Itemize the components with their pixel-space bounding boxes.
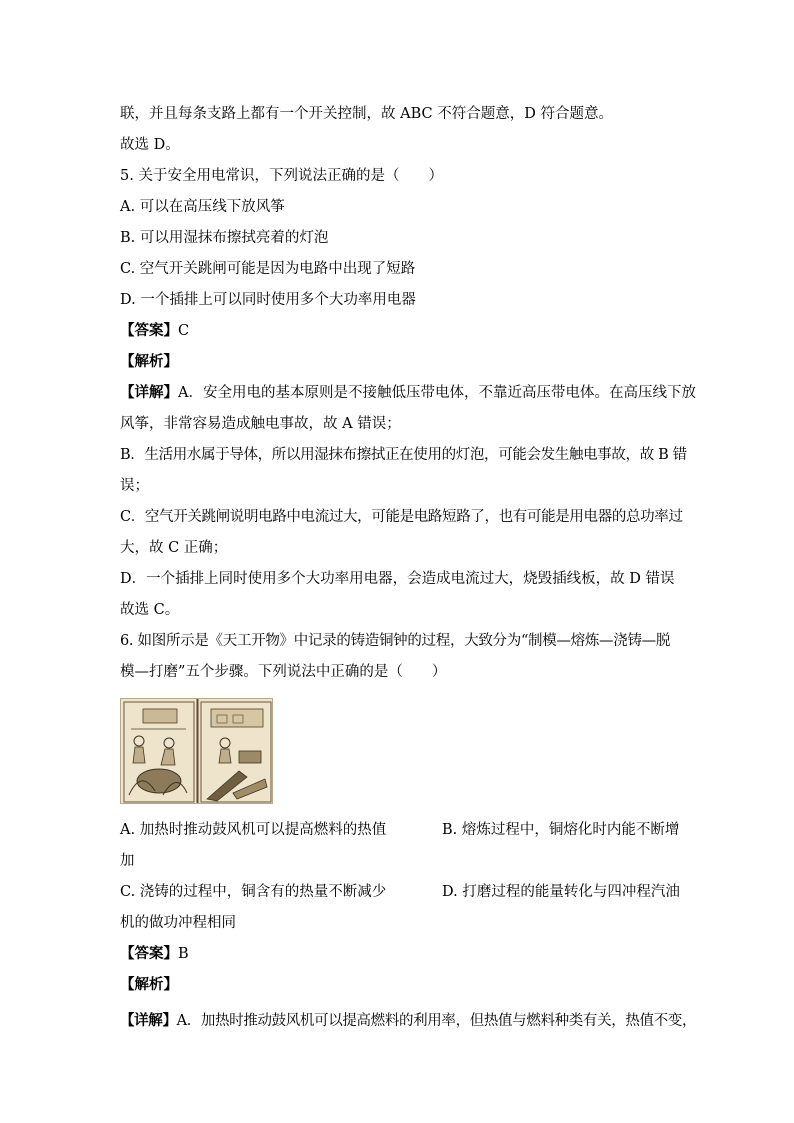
detail-label: 【详解】 bbox=[120, 384, 178, 401]
detail-label: 【详解】 bbox=[120, 1012, 177, 1029]
prev-analysis-line: 联，并且每条支路上都有一个开关控制，故 ABC 不符合题意，D 符合题意。 bbox=[120, 106, 613, 122]
woodblock-print-image bbox=[121, 699, 273, 804]
question-6-option-b-wrap: 加 bbox=[120, 853, 135, 869]
question-5-detail-line: C．空气开关跳闸说明电路中电流过大，可能是电路短路了，也有可能是用电器的总功率过 bbox=[120, 509, 683, 525]
question-6-analysis-label: 【解析】 bbox=[120, 976, 178, 993]
question-5-option-d: D. 一个插排上可以同时使用多个大功率用电器 bbox=[120, 292, 416, 308]
question-5-answer bbox=[120, 321, 189, 341]
question-5-option-b: B. 可以用湿抹布擦拭亮着的灯泡 bbox=[120, 230, 329, 246]
question-5-detail-line bbox=[120, 383, 696, 403]
question-6-option-d: D. 打磨过程的能量转化与四冲程汽油 bbox=[442, 884, 680, 900]
answer-label: 【答案】 bbox=[120, 322, 178, 339]
question-5-detail-line: B．生活用水属于导体，所以用湿抹布擦拭正在使用的灯泡，可能会发生触电事故，故 B 错 bbox=[120, 447, 687, 463]
detail-text: A．安全用电的基本原则是不接触低压带电体，不靠近高压带电体。在高压线下放 bbox=[178, 385, 696, 401]
question-5-detail-line: 风筝，非常容易造成触电事故，故 A 错误； bbox=[120, 416, 401, 432]
tiangong-kaiwu-illustration bbox=[120, 698, 273, 804]
question-5-choose: 故选 C。 bbox=[120, 602, 180, 618]
question-6-option-d-wrap: 机的做功冲程相同 bbox=[120, 915, 236, 931]
question-6-stem-line: 6. 如图所示是《天工开物》中记录的铸造铜钟的过程，大致分为“制模—熔炼—浇铸—脱 bbox=[120, 633, 671, 649]
question-5-stem: 5. 关于安全用电常识，下列说法正确的是（ ） bbox=[120, 168, 443, 184]
question-6-answer bbox=[120, 944, 189, 964]
answer-value: B bbox=[178, 946, 189, 962]
answer-label: 【答案】 bbox=[120, 945, 178, 962]
prev-choose-line: 故选 D。 bbox=[120, 137, 180, 153]
answer-value: C bbox=[178, 323, 190, 339]
question-6-option-c: C. 浇铸的过程中，铜含有的热量不断减少 bbox=[120, 884, 387, 900]
question-6-detail-line bbox=[120, 1011, 696, 1031]
question-5-detail-line: D．一个插排上同时使用多个大功率用电器，会造成电流过大，烧毁插线板，故 D 错误 bbox=[120, 571, 675, 587]
question-5-option-a: A. 可以在高压线下放风筝 bbox=[120, 199, 285, 215]
question-5-detail-line: 大，故 C 正确； bbox=[120, 540, 228, 556]
question-6-stem-line: 模—打磨”五个步骤。下列说法中正确的是（ ） bbox=[120, 664, 447, 680]
detail-text: A．加热时推动鼓风机可以提高燃料的利用率，但热值与燃料种类有关，热值不变， bbox=[176, 1013, 697, 1029]
question-6-option-b: B. 熔炼过程中，铜熔化时内能不断增 bbox=[442, 822, 680, 838]
question-5-analysis-label: 【解析】 bbox=[120, 353, 178, 370]
question-5-option-c: C. 空气开关跳闸可能是因为电路中出现了短路 bbox=[120, 261, 416, 277]
question-6-option-a: A. 加热时推动鼓风机可以提高燃料的热值 bbox=[120, 822, 387, 838]
question-5-detail-line: 误； bbox=[120, 478, 149, 494]
